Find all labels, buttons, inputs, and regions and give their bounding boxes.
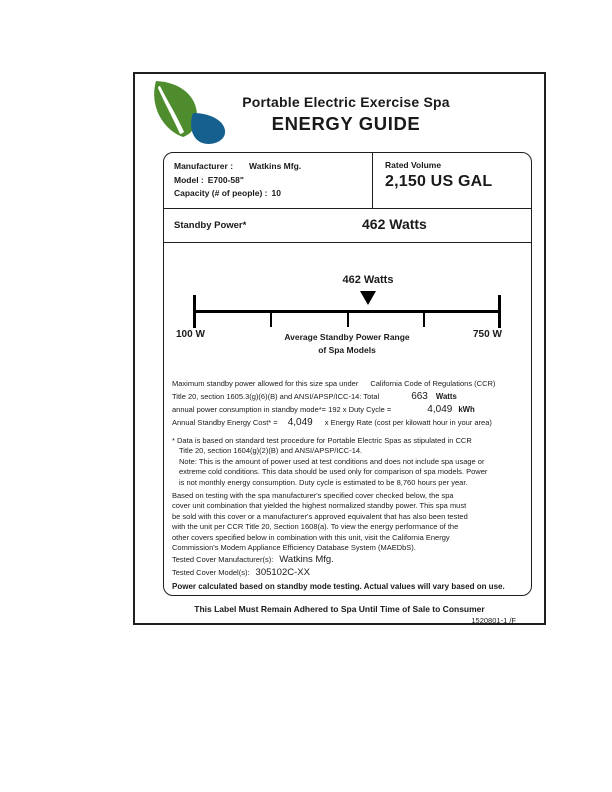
capacity-line [174, 187, 368, 201]
footnote-line: extreme cold conditions. This data should be used only for comparison of spa models. Power [179, 467, 488, 477]
scale-caption-line1: Average Standby Power Range [284, 332, 410, 342]
footnote-line: Note: This is the amount of power used at test conditions and does not include spa usage or [179, 456, 485, 466]
rated-volume-cell [373, 153, 531, 208]
footnote-line: Title 20, section 1604(g)(2)(B) and ANSI/APSP/ICC-14. [179, 446, 363, 456]
rated-volume-label: Rated Volume [385, 160, 442, 170]
model-value: E700-58" [207, 174, 244, 185]
tested-cover-manufacturer-label: Tested Cover Manufacturer(s): [172, 555, 274, 564]
product-type-title: Portable Electric Exercise Spa [242, 94, 450, 110]
tested-cover-manufacturer-line [172, 554, 334, 565]
energy-guide-label [133, 72, 546, 625]
energy-cost-value: 4,049 [287, 417, 313, 428]
regulation-line1-text: Maximum standby power allowed for this size spa under [172, 379, 359, 388]
label-titles [215, 94, 477, 135]
tested-cover-model-value: 305102C-XX [255, 567, 310, 578]
cover-paragraph-line: with the unit per CCR Title 20, Section 1608(a). To view the energy performance of the [172, 522, 459, 532]
regulation-line-3 [172, 403, 528, 416]
power-calculation-note: Power calculated based on standby mode testing. Actual values will vary based on use. [172, 582, 505, 591]
regulation-line4-text: Annual Standby Energy Cost* = [172, 418, 278, 427]
energy-guide-title: ENERGY GUIDE [271, 113, 421, 134]
adhesion-notice: This Label Must Remain Adhered to Spa Until Time of Sale to Consumer [194, 604, 485, 614]
standby-power-label: Standby Power* [174, 220, 247, 231]
watts-unit: Watts [435, 392, 457, 401]
manufacturer-value: Watkins Mfg. [249, 161, 302, 171]
regulation-line-1 [172, 377, 528, 390]
standby-power-row [164, 209, 531, 243]
main-info-box [163, 152, 532, 596]
cover-paragraph-line: Based on testing with the spa manufacturer's specified cover checked below, the spa [172, 491, 454, 500]
footnote-line: * Data is based on standard test procedure for Portable Electric Spas as stipulated in CCR [172, 436, 472, 445]
regulation-paragraph [172, 377, 528, 429]
scale-tick-q1 [270, 310, 272, 327]
scale-tick-max [498, 295, 501, 328]
cover-paragraph-line: cover unit combination that yielded the highest normalized standby power. This spa must [172, 501, 467, 511]
standby-power-value: 462 Watts [362, 216, 427, 232]
marker-triangle-icon [360, 291, 376, 305]
rated-volume-value: 2,150 US GAL [385, 173, 493, 190]
regulation-line-2 [172, 390, 528, 403]
scale-marker-label: 462 Watts [342, 274, 394, 286]
part-number: 1520801-1 /F [471, 616, 516, 625]
scale-caption [264, 331, 430, 356]
cover-paragraph-line: other covers specified below in combination with this unit, visit the California Energy [172, 532, 450, 542]
annual-kwh-value: 4,049 [427, 404, 453, 415]
kwh-unit: kWh [458, 405, 475, 414]
total-watts-value: 663 [411, 391, 428, 402]
scale-max-label: 750 W [473, 329, 502, 340]
regulation-line4-rate: x Energy Rate (cost per kilowatt hour in your area) [324, 418, 492, 427]
cover-paragraph-line: be sold with this cover or a manufacturer's approved equivalent that has also been tested [172, 511, 468, 521]
model-line [174, 174, 368, 188]
scale-tick-mid [347, 310, 349, 327]
capacity-value: 10 [271, 188, 281, 198]
regulation-line-4 [172, 416, 528, 429]
scale-caption-line2: of Spa Models [318, 344, 376, 355]
manufacturer-cell [164, 153, 373, 208]
tested-cover-model-line [172, 567, 310, 578]
data-footnote [172, 436, 528, 488]
footnote-line: is not monthly energy consumption. Duty cycle is estimated to be 8,760 hours per year. [179, 477, 468, 487]
regulation-line2-text: Title 20, section 1605.3(g)(6)(B) and ANSI/APSP/ICC-14: Total [172, 392, 380, 401]
model-label: Model : [174, 174, 204, 185]
tested-cover-manufacturer-value: Watkins Mfg. [279, 554, 334, 565]
scale-min-label: 100 W [176, 329, 205, 340]
manufacturer-label: Manufacturer : [174, 161, 234, 171]
regulation-line3-text: annual power consumption in standby mode*= 192 x Duty Cycle = [172, 405, 392, 414]
scale-tick-min [193, 295, 196, 328]
capacity-label: Capacity (# of people) : [174, 188, 268, 198]
regulation-line1-ccr: California Code of Regulations (CCR) [370, 379, 496, 388]
manufacturer-volume-row [164, 153, 531, 209]
scale-tick-q3 [423, 310, 425, 327]
tested-cover-model-label: Tested Cover Model(s): [172, 568, 250, 577]
cover-paragraph-line: Commission's Modern Appliance Efficiency Database System (MAEDbS). [172, 543, 416, 553]
cover-testing-paragraph [172, 491, 528, 553]
manufacturer-line [174, 160, 368, 174]
